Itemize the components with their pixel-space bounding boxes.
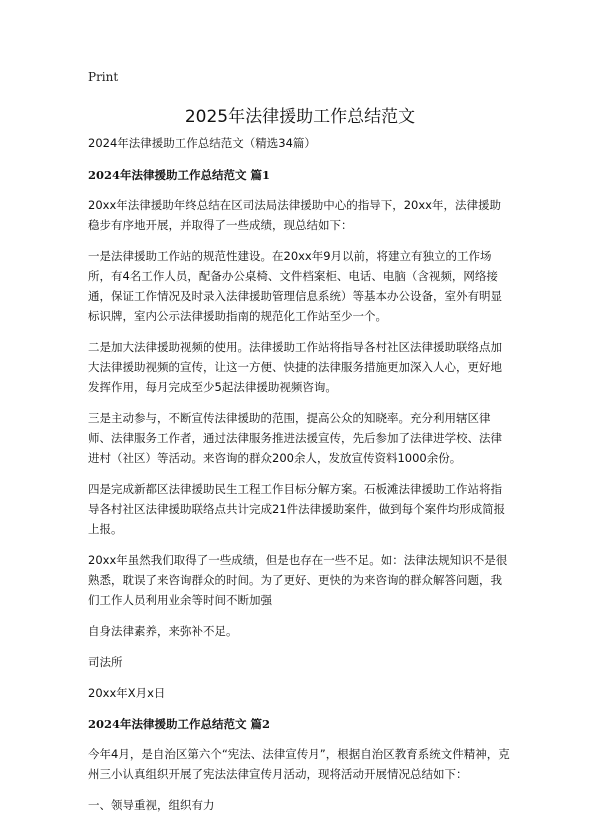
paragraph: 20xx年虽然我们取得了一些成绩，但是也存在一些不足。如：法律法规知识不是很熟悉，耽误了来咨询群众的时间。为了更好、更快的为来咨询的群众解答问题，我们工作人员利用业余等时间不断加强	[88, 553, 508, 607]
paragraph: 一是法律援助工作站的规范性建设。在20xx年9月以前，将建立有独立的工作场所，有4名工作人员，配备办公桌椅、文件档案柜、电话、电脑（含视频，网络接通，保证工作情况及时录入法律援助管理信息系统）等基本办公设备，室外有明显标识牌，室内公示法律援助指南的规范化工作站至少一个。	[88, 249, 502, 323]
article-subtitle: 2024年法律援助工作总结范文（精选34篇）	[88, 136, 316, 150]
page-title: 2025年法律援助工作总结范文	[184, 107, 416, 127]
paragraph: 一、领导重视，组织有力	[88, 798, 215, 812]
signature-date: 20xx年X月x日	[88, 686, 166, 700]
signature-office: 司法所	[88, 655, 123, 669]
paragraph: 二是加大法律援助视频的使用。法律援助工作站将指导各村社区法律援助联络点加大法律援助视频的宣传，让这一方便、快捷的法律服务措施更加深入人心，更好地发挥作用，每月完成至少5起法律援助视频咨询。	[88, 340, 502, 394]
section-heading-2: 2024年法律援助工作总结范文 篇2	[88, 717, 271, 731]
print-link[interactable]: Print	[88, 70, 119, 84]
article-body	[88, 133, 512, 826]
paragraph: 四是完成新都区法律援助民生工程工作目标分解方案。石板滩法律援助工作站将指导各村社区法律援助联络点共计完成21件法律援助案件，做到每个案件均形成简报上报。	[88, 482, 506, 536]
section-heading-1: 2024年法律援助工作总结范文 篇1	[88, 168, 271, 182]
paragraph: 自身法律素养，来弥补不足。	[88, 624, 238, 638]
paragraph: 三是主动参与，不断宣传法律援助的范围，提高公众的知晓率。充分利用辖区律师、法律服务工作者，通过法律服务推进法援宣传，先后参加了法律进学校、法律进村（社区）等活动。来咨询的群众200余人，发放宣传资料1000余份。	[88, 411, 502, 465]
paragraph: 20xx年法律援助年终总结在区司法局法律援助中心的指导下，20xx年，法律援助稳步有序地开展，并取得了一些成绩，现总结如下：	[88, 198, 501, 232]
paragraph: 今年4月，是自治区第六个“宪法、法律宣传月”，根据自治区教育系统文件精神，克州三小认真组织开展了宪法法律宣传月活动，现将活动开展情况总结如下：	[88, 747, 510, 781]
